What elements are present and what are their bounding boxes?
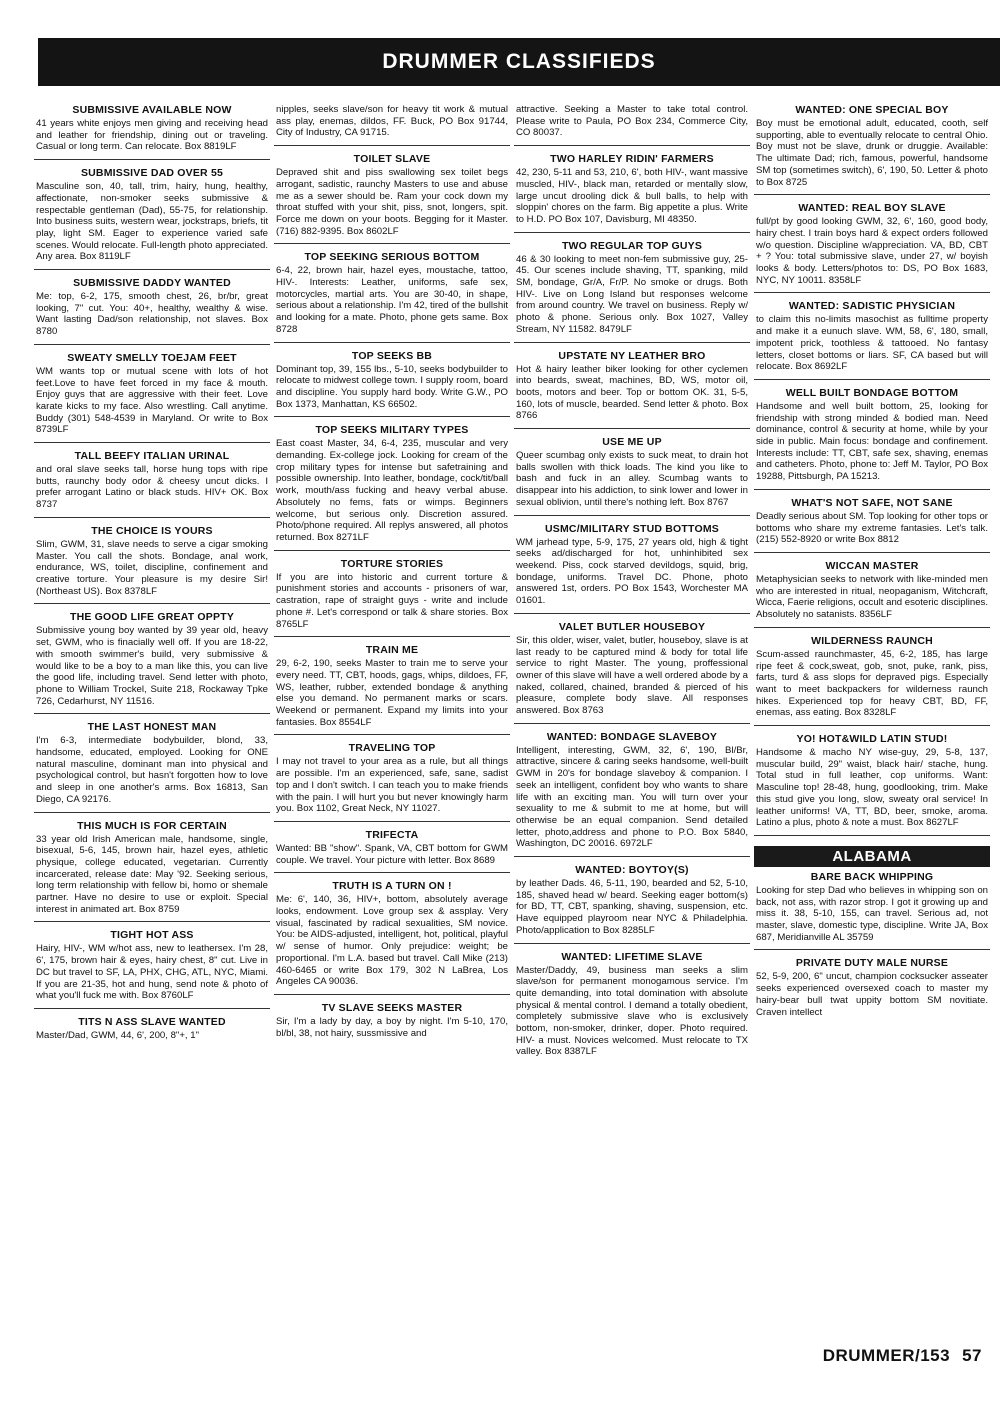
classified-ad bbox=[754, 300, 990, 380]
classified-ad bbox=[274, 350, 510, 418]
classified-ad bbox=[274, 1002, 510, 1045]
ad-title: WELL BUILT BONDAGE BOTTOM bbox=[785, 386, 959, 399]
ad-body: 33 year old Irish American male, handsome, single, bisexual, 5-6, 145, brown hair, hazel eyes, athletic physique, college educated, vegetarian. Currently incarcerated, release date: May '92. Seeking serious, long term relationship with fellow bi, homo or shemale partner. Have no desire to use or exploit. Special interest in animated art. Box 8759 bbox=[36, 833, 268, 915]
ad-title: WANTED: REAL BOY SLAVE bbox=[798, 202, 946, 215]
classified-ad bbox=[34, 450, 270, 518]
ad-body: nipples, seeks slave/son for heavy tit work & mutual ass play, enemas, dildos, FF. Buck, PO Box 91744, City of Industry, CA 91715. bbox=[276, 104, 508, 139]
ad-body: Queer scumbag only exists to suck meat, to drain hot balls swollen with thick loads. The kind you like to bash and fuck in an alley. Scumbag wants to disappear into his addiction, to sink lower and lower in sexual oblivion, until there's nothing left. Box 8767 bbox=[516, 450, 748, 508]
ad-body: Deadly serious about SM. Top looking for other tops or bottoms who share my extreme fantasies. Let's talk. (215) 552-8920 or write Box 8812 bbox=[756, 510, 988, 546]
ad-title: TOP SEEKS BB bbox=[351, 349, 433, 362]
classified-ad bbox=[274, 742, 510, 822]
ad-body: Me: top, 6-2, 175, smooth chest, 26, br/br, great looking, 7" cut. You: 40+, healthy, wealthy & wise. Want lasting Dad/son relationship, not slaves. Box 8780 bbox=[36, 291, 268, 338]
ad-body: Sir, this older, wiser, valet, butler, houseboy, slave is at last ready to be captured mind & body for total life service to right Master. The young, proffessional owner of this slave will have a well ordered abode by a naked, collared, chained, branded & pierced of his pleasure, complete body slave. All responses answered. Box 8763 bbox=[516, 634, 748, 717]
ad-title: SUBMISSIVE DAD OVER 55 bbox=[80, 167, 224, 180]
classified-ad bbox=[514, 621, 750, 724]
ad-title: TIGHT HOT ASS bbox=[110, 929, 194, 942]
classified-ad bbox=[274, 644, 510, 735]
ad-body: Wanted: BB "show". Spank, VA, CBT bottom for GWM couple. We travel. Your picture with letter. Box 8689 bbox=[276, 842, 508, 866]
classified-ad bbox=[514, 436, 750, 516]
ad-title: BARE BACK WHIPPING bbox=[810, 870, 934, 883]
classified-ad bbox=[34, 167, 270, 270]
magazine-issue: DRUMMER/153 bbox=[822, 1346, 951, 1365]
ad-body: by leather Dads. 46, 5-11, 190, bearded and 52, 5-10, 185, shaved head w/ beard. Seeking eager bottom(s) for BD, TT, CBT, spanking, shaving, suspension, etc. Have equipped playroom near NYC & Philadelphia. Photo/application to Box 8285LF bbox=[516, 878, 748, 936]
ad-title: TV SLAVE SEEKS MASTER bbox=[321, 1001, 463, 1014]
classified-ad bbox=[274, 251, 510, 342]
ad-title: TOP SEEKS MILITARY TYPES bbox=[315, 424, 469, 437]
ad-title: TRAVELING TOP bbox=[348, 742, 436, 755]
ad-body: Hairy, HIV-, WM w/hot ass, new to leathersex. I'm 28, 6', 175, brown hair & eyes, hairy chest, 8" cut. Live in DC but travel to SF, LA, PHX, CHG, ATL, NYC, Miami. If you are 21-35, hot and hung, send note & photo of what you'll fuck me with. Box 8760LF bbox=[36, 943, 268, 1002]
ad-title: TITS N ASS SLAVE WANTED bbox=[78, 1015, 226, 1028]
ad-title: TWO REGULAR TOP GUYS bbox=[561, 239, 703, 252]
ad-body: If you are into historic and current torture & punishment stories and accounts - prisoners of war, castration, rape of straight guys - write and include phone #. Let's correspond or talk & share stories. Box 8765LF bbox=[276, 571, 508, 630]
ad-title: SWEATY SMELLY TOEJAM FEET bbox=[67, 351, 237, 364]
ad-body: Me: 6', 140, 36, HIV+, bottom, absolutely average looks, endowment. Love group sex & assplay. Very visual, fascinated by radical sexualities, SM novice. You: be AIDS-adjusted, intelligent, hot, political, playful w/ sense of humor. Only prejudice: weight; be proportional. I'm L.A. based but travel. Call Mike (213) 460-6465 or write Box 179, 302 N LaBrea, Los Angeles CA 90036. bbox=[276, 894, 508, 988]
ad-body: East coast Master, 34, 6-4, 235, muscular and very demanding. Ex-college jock. Looking for cream of the crop military types for intense but safetraining and possible ownership. Into leather, bondage, cock/tit/ball work, mouth/ass fucking and heavy verbal abuse. Absolutely no fems, fats or wimps. Beginners welcome, but serious only. Discretion assured. Photo/phone required. All replys answered, all photos returned. Box 8271LF bbox=[276, 438, 508, 543]
ad-body: Scum-assed raunchmaster, 45, 6-2, 185, has large ripe feet & cock,sweat, gob, snot, puke, rank, piss, farts, turd & ass slops for depraved pigs. Especially want to meet backpackers for wilderness raunch hikes. Experienced top for heavy CBT, BD, FF, enemas, ass eating. Box 8328LF bbox=[756, 648, 988, 719]
ad-title: WANTED: SADISTIC PHYSICIAN bbox=[788, 300, 956, 313]
ad-title: VALET BUTLER HOUSEBOY bbox=[558, 620, 706, 633]
ad-body: Depraved shit and piss swallowing sex toilet begs arrogant, sadistic, raunchy Masters to use and abuse me as a sewer should be. Ram your cock down my throat stuffed with your shit, piss, snot, longers, spit. Force me down on your boots. Begging for it Master. (716) 882-9395. Box 8602LF bbox=[276, 167, 508, 237]
page-footer bbox=[823, 1346, 982, 1366]
ad-body: Handsome & macho NY wise-guy, 29, 5-8, 137, muscular build, 29" waist, black hair/ stache, hung. Total stud in full leather, cop uniforms. Want: Masculine top! 28-48, hung, goodlooking, trim. Make this stud give you long, slow, sweaty oral service! In leather uniforms! VA, TT, BD, beer, smoke, aroma. Latino a plus, photo & note a must. Box 8627LF bbox=[756, 747, 988, 829]
classified-ad bbox=[754, 733, 990, 836]
page-title: DRUMMER CLASSIFIEDS bbox=[382, 50, 656, 73]
ad-body: 41 years white enjoys men giving and receiving head and leather for friendship, dining out or traveling. Casual or long term. Can relocate. Box 8819LF bbox=[36, 118, 268, 153]
ad-body: Slim, GWM, 31, slave needs to serve a cigar smoking Master. You call the shots. Bondage, anal work, endurance, WS, toilet, discipline, confinement and creative torture. Your pleasure is my desire Sir! (Northeast US). Box 8378LF bbox=[36, 538, 268, 597]
classified-ad bbox=[514, 951, 750, 1065]
ad-title: SUBMISSIVE DADDY WANTED bbox=[73, 277, 231, 290]
ad-body: Master/Dad, GWM, 44, 6', 200, 8"+, 1" bbox=[36, 1029, 200, 1041]
ad-body: Masculine son, 40, tall, trim, hairy, hung, healthy, affectionate, non-smoker seeks submissive & respectable gentleman (Dad), 55-75, for relationship. Into business suits, western wear, jockstraps, briefs, tit play, light SM. Eager to experience varied safe scenes. Would relocate. Full-length photo appreciated. Any area. Box 8119LF bbox=[36, 181, 268, 263]
ad-body: 52, 5-9, 200, 6" uncut, champion cocksucker asseater seeks experienced oversexed coach to master my hairy-bear bull twat uppity bottom SM novitiate. Craven intellect bbox=[756, 971, 988, 1018]
ad-title: UPSTATE NY LEATHER BRO bbox=[558, 349, 706, 362]
ad-title: WANTED: BOYTOY(S) bbox=[575, 864, 689, 877]
ad-title: WHAT'S NOT SAFE, NOT SANE bbox=[791, 496, 953, 509]
classifieds-columns bbox=[34, 104, 992, 1330]
classified-ad bbox=[274, 153, 510, 244]
ad-title: WANTED: ONE SPECIAL BOY bbox=[795, 104, 949, 116]
classified-ad bbox=[514, 240, 750, 343]
classified-ad bbox=[754, 104, 990, 195]
ad-title: TRAIN ME bbox=[365, 644, 419, 657]
classified-ad bbox=[34, 929, 270, 1009]
ad-title: TORTURE STORIES bbox=[340, 557, 444, 570]
ad-body: Submissive young boy wanted by 39 year old, heavy set, GWM, who is finacially well off. If you are 18-22, with smooth swimmer's build, very submissive & would like to be a boy to a man like this, you can live the good life, including travel. Send letter with photo, phone to William Trockel, Suite 218, Rockaway Tpke 726, Cedarhurst, NY 11516. bbox=[36, 625, 268, 707]
ad-body: WM wants top or mutual scene with lots of hot feet.Love to have feet forced in my face & mouth. Enjoy guys that are aggressive with their feet. Love karate kicks to my face. Also wrestling. Call anytime. Buddy (301) 548-4539 in Maryland. Or write to Box 8739LF bbox=[36, 365, 268, 436]
ad-body: and oral slave seeks tall, horse hung tops with ripe butts, raunchy body odor & cheesy uncut dicks. I prefer arrogant Latino or black studs. HIV+ OK. Box 8737 bbox=[36, 464, 268, 511]
ad-title: TOILET SLAVE bbox=[353, 153, 431, 166]
ad-title: TOP SEEKING SERIOUS BOTTOM bbox=[304, 251, 480, 264]
ad-body: Hot & hairy leather biker looking for other cyclemen into beards, sweat, machines, BD, WS, motor oil, boots, motors and beer. Top or bottom OK. 31, 5-5, 160, lots of muscle, bearded. Send letter & photo. Box 8766 bbox=[516, 363, 748, 422]
classified-ad bbox=[754, 957, 990, 1024]
column-3 bbox=[514, 104, 750, 1330]
ad-title: THIS MUCH IS FOR CERTAIN bbox=[77, 819, 227, 832]
classified-ad bbox=[754, 202, 990, 293]
ad-title: TWO HARLEY RIDIN' FARMERS bbox=[550, 153, 714, 166]
classified-ad bbox=[754, 871, 990, 951]
classified-ad bbox=[514, 731, 750, 857]
page-number: 57 bbox=[962, 1346, 982, 1365]
ad-body: Handsome and well built bottom, 25, looking for friendship with strong minded & bodied man. Need dominance, control & security at home, while by your side in public. Main focus: bondage and confinement. Interests include: TT, CBT, safe sex, shaving, enemas and catheters. Photo, phone to: Jeff M. Taylor, PO Box 19288, Pittsburgh, PA 15213. bbox=[756, 400, 988, 483]
classified-ad bbox=[754, 560, 990, 628]
ad-title: PRIVATE DUTY MALE NURSE bbox=[795, 957, 949, 970]
ad-title: USE ME UP bbox=[602, 436, 662, 449]
ad-title: TRIFECTA bbox=[365, 828, 419, 841]
classified-ad bbox=[34, 277, 270, 345]
ad-title: THE GOOD LIFE GREAT OPPTY bbox=[69, 611, 235, 624]
ad-body: Looking for step Dad who believes in whipping son on back, not ass, with razor strop. I got it growing up and miss it. 38, 5-10, 155, can travel. Serious ad, not master, slave, domestic type, discipline. Write JA, Box 687, Meridianville AL 35759 bbox=[756, 884, 988, 943]
ad-body: to claim this no-limits masochist as fulltime property and make it a eunuch slave. WM, 58, 6', 180, small, impotent prick, toothless & tattooed. No fantasy letters, closet bottoms or liars. SF, CA based but will relocate. Box 8692LF bbox=[756, 314, 988, 373]
ad-title: USMC/MILITARY STUD BOTTOMS bbox=[545, 522, 719, 535]
ad-title: THE LAST HONEST MAN bbox=[87, 721, 217, 734]
ad-body: 46 & 30 looking to meet non-fem submissive guy, 25-45. Our scenes include shaving, TT, spanking, mild SM, bondage, Gr/A, Fr/P. No smoke or drugs. Both HIV-. Live on Long Island but responses welcome from around country. We travel on business. Reply w/ photo & phone. Serious only. Box 1027, Valley Stream, NY 11582. 8479LF bbox=[516, 253, 748, 335]
classified-ad bbox=[274, 104, 510, 146]
classified-ad bbox=[34, 352, 270, 443]
ad-body: 42, 230, 5-11 and 53, 210, 6', both HIV-, want massive muscled, HIV-, black man, retarded or mentally slow, large uncut drooling dick & bull balls, to help with sloppin' chores on the farm. Big appetite a plus. Write to H.D. PO Box 107, Davisburg, MI 48350. bbox=[516, 167, 748, 225]
ad-title: WICCAN MASTER bbox=[825, 559, 919, 572]
ad-title: WANTED: LIFETIME SLAVE bbox=[561, 950, 703, 963]
ad-body: attractive. Seeking a Master to take total control. Please write to Paula, PO Box 234, Commerce City, CO 80037. bbox=[516, 104, 748, 139]
classified-ad bbox=[514, 864, 750, 944]
classified-ad bbox=[34, 525, 270, 605]
classified-ad bbox=[274, 558, 510, 638]
classified-ad bbox=[34, 820, 270, 923]
classified-ad bbox=[514, 153, 750, 233]
classified-ad bbox=[754, 635, 990, 726]
ad-body: 6-4, 22, brown hair, hazel eyes, moustache, tattoo, HIV-. Interests: Leather, uniforms, safe sex, motorcycles, martial arts. You are 30-40, in shape, serious about a relationship. I'm 42, tired of the bullshit and looking for a mate. Photo, phone gets same. Box 8728 bbox=[276, 265, 508, 335]
classified-ad bbox=[514, 104, 750, 146]
classified-ad bbox=[514, 523, 750, 614]
classified-ad bbox=[34, 721, 270, 812]
ad-body: WM jarhead type, 5-9, 175, 27 years old, high & tight seeks ad/discharged for hot, unhinhibited sex weekend. Piss, cock starved devildogs, squid, brig, bondage, uniforms. Travel DC. Phone, photo answered 1st, orders. PO Box 1543, Worchester MA 01601. bbox=[516, 536, 748, 607]
ad-body: 29, 6-2, 190, seeks Master to train me to serve your every need. TT, CBT, hoods, gags, whips, dildoes, FF, WS, leather, rubber, extended bondage & anything else you demand. No permanent marks or scars. Weekend or permanent. Expand my limits into your fantasies. Box 8554LF bbox=[276, 658, 508, 728]
state-heading: ALABAMA bbox=[754, 846, 990, 867]
ad-title: THE CHOICE IS YOURS bbox=[91, 524, 213, 537]
ad-title: WANTED: BONDAGE SLAVEBOY bbox=[546, 730, 718, 743]
ad-body: Metaphysician seeks to network with like-minded men who are interested in ritual, neopaganism, Witchcraft, Wicca, Faerie religions, occult and esoteric disciplines. Absolutely no satanists. 8356LF bbox=[756, 573, 988, 621]
column-2 bbox=[274, 104, 510, 1330]
ad-body: I may not travel to your area as a rule, but all things are possible. I'm an experienced, safe, sane, sadist top and I don't switch. I can teach you to make friends with the pain. I will hurt you but never knowingly harm you. Box 1102, Great Neck, NY 11027. bbox=[276, 756, 508, 815]
classified-ad bbox=[34, 104, 270, 160]
ad-body: Sir, I'm a lady by day, a boy by night. I'm 5-10, 170, bl/bl, 38, not hairy, sussmissive and bbox=[276, 1015, 508, 1039]
ad-body: Master/Daddy, 49, business man seeks a slim slave/son for permanent monogamous service. I'm quite demanding, into total domination with absolute physical & mental control. I demand a totally obedient, completely submissive slave who is exclusively bottom, non-smoker, drinker, doper. Photo required. HIV- a must. Novices welcomed. Must relocate to TX valley. Box 8387LF bbox=[516, 964, 748, 1058]
classified-ad bbox=[754, 387, 990, 490]
classified-ad bbox=[34, 1016, 270, 1048]
ad-body: Boy must be emotional adult, educated, cooth, self supporting, able to eventually relocate to central Ohio. Boy must not be slave, drunk or druggie. Available: The ultimate Dad; rich, famous, powerful, handsome SM top (sometimes switch), 6', 190, 50. Letter & photo to Box 8725 bbox=[756, 118, 988, 188]
column-1 bbox=[34, 104, 270, 1330]
ad-title: YO! HOT&WILD LATIN STUD! bbox=[796, 733, 948, 746]
classified-ad bbox=[754, 497, 990, 553]
classified-ad bbox=[274, 424, 510, 550]
ad-title: TRUTH IS A TURN ON ! bbox=[332, 880, 452, 893]
ad-title: WILDERNESS RAUNCH bbox=[811, 634, 933, 647]
ad-body: Dominant top, 39, 155 lbs., 5-10, seeks bodybuilder to relocate to midwest college town. I supply room, board and discipline. You supply hard body. Write G.W., PO Box 1373, Manhattan, KS 66502. bbox=[276, 363, 508, 410]
ad-body: Intelligent, interesting, GWM, 32, 6', 190, Bl/Br, attractive, sincere & caring seeks handsome, well-built GWM in 20's for bondage slaveboy & companion. I seek an intelligent, confident boy who wants to share life with an exciting man. You will turn over your sexuality to me & submit to me at home, but will otherwise be an equal companion. Send detailed letter, photo,address and phone to P.O. Box 5840, Washington, DC 20016. 6972LF bbox=[516, 744, 748, 850]
classified-ad bbox=[274, 880, 510, 995]
classified-ad bbox=[34, 611, 270, 714]
classifieds-banner bbox=[38, 38, 1000, 86]
ad-body: I'm 6-3, intermediate bodybuilder, blond, 33, handsome, educated, employed. Looking for ONE natural masculine, dominant man into physical and psychological control, but hasn't forgotten how to love and sleep in one another's arms. Box 16813, San Diego, CA 92176. bbox=[36, 735, 268, 805]
column-4 bbox=[754, 104, 990, 1330]
classified-ad bbox=[274, 829, 510, 873]
ad-title: TALL BEEFY ITALIAN URINAL bbox=[74, 450, 230, 463]
classified-ad bbox=[514, 350, 750, 430]
ad-body: full/pt by good looking GWM, 32, 6', 160, good body, hairy chest. I train boys hard & expect orders followed w/o question. Discipline w/appreciation. VA, BD, CBT + ? You: total submissive slave, under 27, w/ boyish looks & body. Letters/photos to: DS, PO Box 1683, NYC, NY 10011. 8358LF bbox=[756, 216, 988, 286]
ad-title: SUBMISSIVE AVAILABLE NOW bbox=[72, 104, 232, 116]
